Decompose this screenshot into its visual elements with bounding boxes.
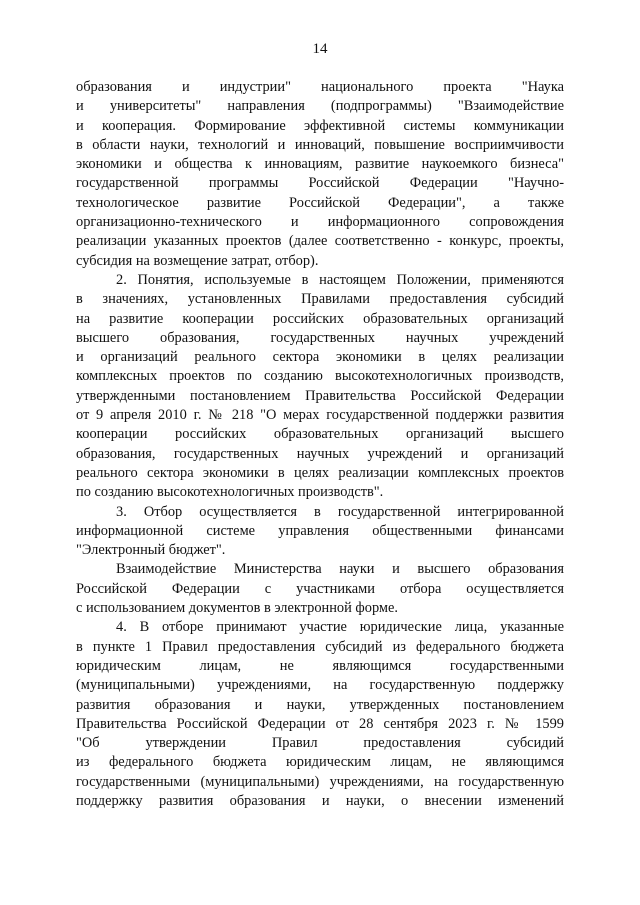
text-line: 3. Отбор осуществляется в государственной интегрированной [116,503,564,520]
text-line: реализации указанных проектов (далее соответственно - конкурс, проекты, [76,233,564,250]
text-line: комплексных проектов по созданию высокотехнологичных производств, [76,368,564,385]
text-line: на развитие кооперации российских образовательных организаций [76,310,564,327]
text-line: государственными (муниципальными) учреждениями, на государственную [76,773,564,790]
document-body [76,78,564,811]
text-line: экономики и общества к инновациям, развитие наукоемкого бизнеса" [76,156,564,173]
paragraph [76,560,564,618]
text-line: кооперации российских образовательных организаций высшего [76,426,564,443]
text-line: образования, государственных научных учреждений и организаций [76,445,564,462]
text-line: субсидия на возмещение затрат, отбор). [76,252,319,269]
text-line: Правительства Российской Федерации от 28 сентября 2023 г. № 1599 [76,715,564,732]
text-line: Российской Федерации с участниками отбора осуществляется [76,580,564,597]
text-line: от 9 апреля 2010 г. № 218 "О мерах государственной поддержки развития [76,407,564,424]
text-line: реального сектора экономики в целях реализации комплексных проектов [76,464,564,481]
text-line: технологическое развитие Российской Федерации", а также [76,194,564,211]
text-line: организационно-технического и информационного сопровождения [76,214,564,231]
text-line: развития образования и науки, утвержденных постановлением [76,696,564,713]
text-line: (муниципальными) учреждениями, на государственную поддержку [76,677,564,694]
text-line: по созданию высокотехнологичных производств". [76,484,384,501]
text-line: высшего образования, государственных научных учреждений [76,329,564,346]
text-line: 4. В отборе принимают участие юридические лица, указанные [116,619,564,636]
paragraph [76,78,564,271]
text-line: с использованием документов в электронной форме. [76,600,399,617]
text-line: юридическим лицам, не являющимся государственными [76,657,564,674]
text-line: в области науки, технологий и инноваций, повышение восприимчивости [76,136,564,153]
text-line: "Об утверждении Правил предоставления субсидий [76,735,564,752]
text-line: и кооперация. Формирование эффективной системы коммуникации [76,117,564,134]
text-line: информационной системе управления общественными финансами [76,522,564,539]
text-line: 2. Понятия, используемые в настоящем Положении, применяются [116,271,564,288]
text-line: и организаций реального сектора экономики в целях реализации [76,349,564,366]
text-line: "Электронный бюджет". [76,542,226,559]
page-number: 14 [312,41,328,57]
text-line: образования и индустрии" национального проекта "Наука [76,79,564,95]
text-line: государственной программы Российской Федерации "Научно- [76,175,564,192]
text-line: в значениях, установленных Правилами предоставления субсидий [76,291,564,308]
text-line: утвержденными постановлением Правительства Российской Федерации [76,387,564,404]
text-line: и университеты" направления (подпрограммы) "Взаимодействие [76,98,564,115]
paragraph [76,271,564,503]
text-line: Взаимодействие Министерства науки и высшего образования [116,561,564,578]
text-line: в пункте 1 Правил предоставления субсидий из федерального бюджета [76,638,564,655]
paragraph [76,618,564,811]
text-line: из федерального бюджета юридическим лицам, не являющимся [76,754,564,771]
text-line: поддержку развития образования и науки, о внесении изменений [76,792,564,809]
paragraph [76,503,564,561]
